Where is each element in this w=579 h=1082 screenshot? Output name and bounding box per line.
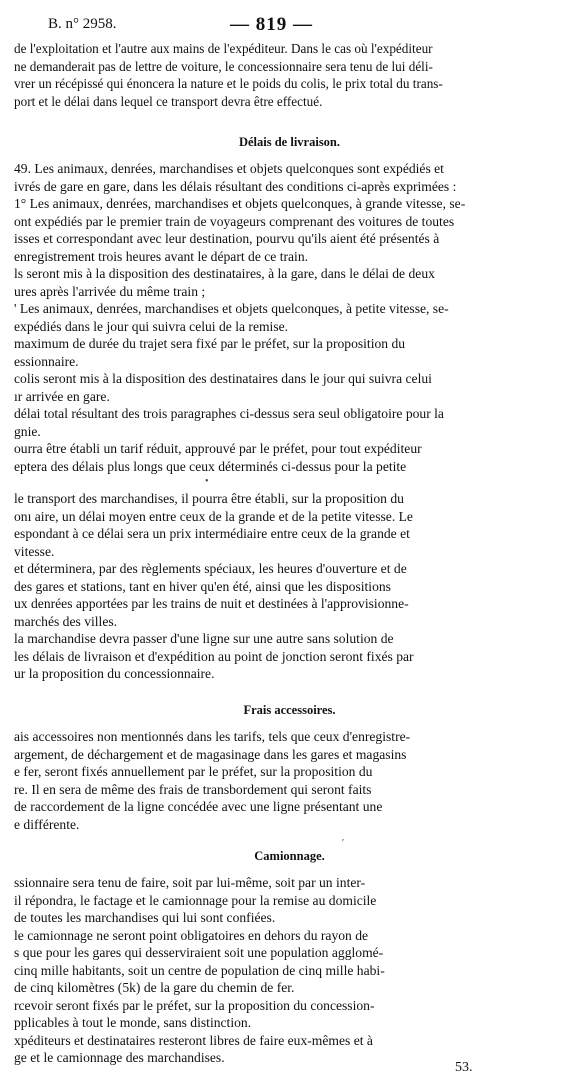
text-line: onı aire, un délai moyen entre ceux de la grande et de la petite vitesse. Le (14, 508, 413, 524)
text-line: des gares et stations, tant en hiver qu'en été, ainsi que les dispositions (14, 578, 391, 594)
text-line: e fer, seront fixés annuellement par le préfet, sur la proposition du (14, 764, 373, 779)
text-line: xpéditeurs et destinataires resteront libres de faire eux-mêmes et à (14, 1032, 373, 1048)
text-line: gnie. (14, 423, 41, 439)
text-line: ne demanderait pas de lettre de voiture, le concessionnaire sera tenu de lui déli- (14, 58, 433, 74)
page-number: — 819 — (230, 14, 313, 35)
text-line: la marchandise devra passer d'une ligne sur une autre sans solution de (14, 631, 394, 646)
text-line: espondant à ce délai sera un prix intermédiaire entre ceux de la grande et (14, 526, 410, 541)
text-line: e différente. (14, 816, 80, 832)
text-line: ourra être établi un tarif réduit, approuvé par le préfet, pour tout expéditeur (14, 441, 422, 456)
text-line: pplicables à tout le monde, sans distinction. (14, 1015, 252, 1030)
delais-section (14, 160, 564, 475)
text-line: et déterminera, par des règlements spéciaux, les heures d'ouverture et de (14, 561, 407, 576)
text-line: 49. Les animaux, denrées, marchandises et objets quelconques sont expédiés et (14, 161, 444, 176)
text-line: colis seront mis à la disposition des destinataires dans le jour qui suivra celui (14, 371, 432, 386)
text-line: re. Il en sera de même des frais de transbordement qui seront faits (14, 781, 372, 797)
text-line: rcevoir seront fixés par le préfet, sur la proposition du concession- (14, 997, 375, 1013)
print-speck: • (205, 476, 209, 487)
text-line: vrer un récépissé qui énoncera la nature et le poids du colis, le prix total du trans- (14, 76, 443, 91)
footer-page-number: 53. (455, 1060, 473, 1075)
text-line: ont expédiés par le premier train de voyageurs comprenant des voitures de toutes (14, 213, 455, 229)
text-line: vitesse. (14, 543, 55, 559)
text-line: ır arrivée en gare. (14, 388, 110, 404)
text-line: ures après l'arrivée du même train ; (14, 283, 206, 299)
text-line: délai total résultant des trois paragraphes ci-dessus sera seul obligatoire pour la (14, 406, 444, 421)
text-line: de cinq kilomètres (5k) de la gare du chemin de fer. (14, 980, 295, 995)
text-line: argement, de déchargement et de magasinage dans les gares et magasins (14, 746, 407, 762)
text-line: de toutes les marchandises qui lui sont confiées. (14, 910, 276, 925)
text-line: ivrés de gare en gare, dans les délais résultant des conditions ci-après exprimées : (14, 178, 457, 194)
text-line: les délais de livraison et d'expédition au point de jonction seront fixés par (14, 648, 414, 664)
text-line: expédiés dans le jour qui suivra celui de la remise. (14, 318, 289, 334)
text-line: ' Les animaux, denrées, marchandises et objets quelconques, à petite vitesse, se- (14, 301, 449, 316)
text-line: enregistrement trois heures avant le départ de ce train. (14, 248, 309, 264)
text-line: ls seront mis à la disposition des destinataires, à la gare, dans le délai de deux (14, 266, 435, 281)
print-speck: ʹ (342, 838, 345, 849)
text-line: ssionnaire sera tenu de faire, soit par lui-même, soit par un inter- (14, 875, 366, 890)
text-line: de raccordement de la ligne concédée avec une ligne présentant une (14, 799, 383, 814)
intro-paragraph (14, 40, 564, 110)
text-line: ais accessoires non mentionnés dans les tarifs, tels que ceux d'enregistre- (14, 729, 411, 744)
text-line: marchés des villes. (14, 613, 118, 629)
text-line: le camionnage ne seront point obligatoires en dehors du rayon de (14, 927, 369, 943)
text-line: de l'exploitation et l'autre aux mains de l'expéditeur. Dans le cas où l'expéditeur (14, 41, 433, 56)
page-header (0, 14, 579, 36)
text-line: essionnaire. (14, 353, 79, 369)
text-line: eptera des délais plus longs que ceux déterminés ci-dessus pour la petite (14, 458, 407, 474)
section-heading-delais: Délais de livraison. (238, 135, 341, 149)
delais-section-continued (14, 490, 564, 683)
text-line: maximum de durée du trajet sera fixé par le préfet, sur la proposition du (14, 336, 406, 351)
section-heading-camionnage: Camionnage. (254, 849, 325, 863)
text-line: le transport des marchandises, il pourra être établi, sur la proposition du (14, 491, 404, 506)
text-line: isses et correspondant avec leur destination, pourvu qu'ils aient été présentés à (14, 231, 440, 246)
bulletin-number: B. n° 2958. (48, 16, 117, 32)
section-heading-frais: Frais accessoires. (243, 703, 336, 717)
text-line: ux denrées apportées par les trains de nuit et destinées à l'approvisionne- (14, 596, 409, 611)
text-line: port et le délai dans lequel ce transport devra être effectué. (14, 93, 323, 109)
text-line: cinq mille habitants, soit un centre de population de cinq mille habi- (14, 962, 385, 978)
frais-section (14, 728, 564, 833)
text-line: s que pour les gares qui desserviraient soit une population agglomé- (14, 945, 384, 960)
camionnage-section (14, 874, 564, 1067)
text-line: 1° Les animaux, denrées, marchandises et objets quelconques, à grande vitesse, se- (14, 196, 466, 211)
text-line: ge et le camionnage des marchandises. (14, 1050, 225, 1065)
text-line: ur la proposition du concessionnaire. (14, 666, 215, 681)
text-line: il répondra, le factage et le camionnage pour la remise au domicile (14, 892, 377, 908)
